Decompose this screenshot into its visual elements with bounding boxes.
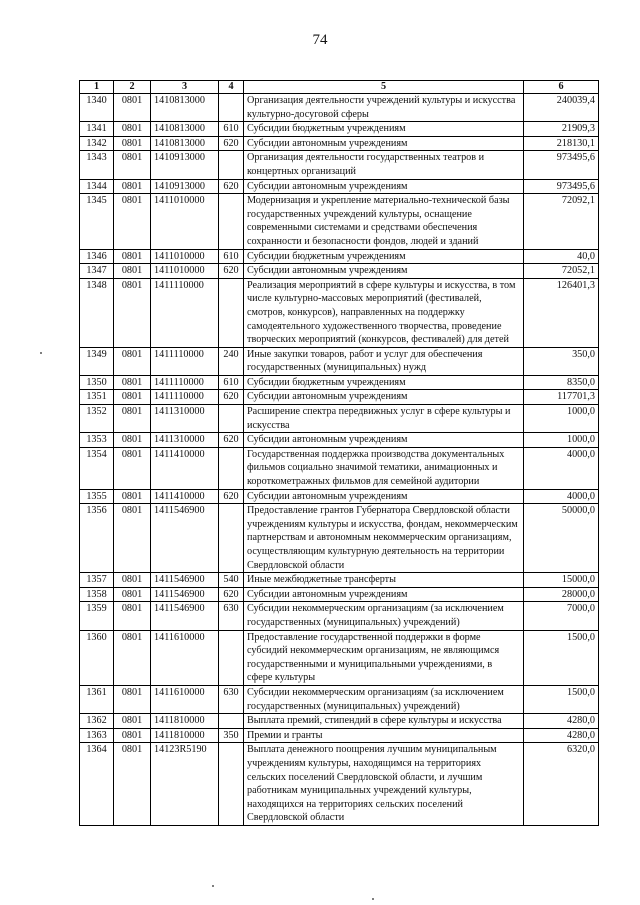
table-row <box>80 587 599 602</box>
amount: 4000,0 <box>524 447 599 489</box>
table-header-row <box>80 81 599 94</box>
expense-type-code: 620 <box>219 390 244 405</box>
target-article-code: 1411546900 <box>151 573 219 588</box>
section-code: 0801 <box>114 375 151 390</box>
section-code: 0801 <box>114 278 151 347</box>
expense-type-code: 620 <box>219 433 244 448</box>
table-row <box>80 179 599 194</box>
expense-type-code: 620 <box>219 179 244 194</box>
amount: 1000,0 <box>524 433 599 448</box>
item-name: Предоставление грантов Губернатора Свердловской области учреждениям культуры и искусства, фондам, некоммерческим партнерствам и автономным некоммерческим организациям, осуществляющим культурную деятельность на территории Свердловской области <box>244 504 524 573</box>
target-article-code: 1411110000 <box>151 278 219 347</box>
section-code: 0801 <box>114 264 151 279</box>
row-number: 1354 <box>80 447 114 489</box>
expense-type-code <box>219 405 244 433</box>
section-code: 0801 <box>114 405 151 433</box>
row-number: 1346 <box>80 249 114 264</box>
expense-type-code <box>219 714 244 729</box>
item-name: Субсидии некоммерческим организациям (за исключением государственных (муниципальных) учреждений) <box>244 685 524 713</box>
header-col-1: 1 <box>80 81 114 94</box>
expense-type-code <box>219 630 244 685</box>
target-article-code: 1411546900 <box>151 587 219 602</box>
amount: 15000,0 <box>524 573 599 588</box>
expense-type-code: 350 <box>219 728 244 743</box>
amount: 973495,6 <box>524 151 599 179</box>
item-name: Субсидии бюджетным учреждениям <box>244 122 524 137</box>
section-code: 0801 <box>114 489 151 504</box>
table-row <box>80 390 599 405</box>
expense-type-code: 620 <box>219 587 244 602</box>
header-col-6: 6 <box>524 81 599 94</box>
table-row <box>80 728 599 743</box>
expense-type-code <box>219 504 244 573</box>
section-code: 0801 <box>114 685 151 713</box>
amount: 6320,0 <box>524 743 599 826</box>
target-article-code: 1411010000 <box>151 264 219 279</box>
section-code: 0801 <box>114 136 151 151</box>
expense-type-code <box>219 94 244 122</box>
target-article-code: 1411110000 <box>151 375 219 390</box>
row-number: 1359 <box>80 602 114 630</box>
row-number: 1343 <box>80 151 114 179</box>
scan-speck <box>372 898 374 900</box>
table-row <box>80 504 599 573</box>
item-name: Выплата премий, стипендий в сфере культуры и искусства <box>244 714 524 729</box>
amount: 4000,0 <box>524 489 599 504</box>
expense-type-code <box>219 278 244 347</box>
section-code: 0801 <box>114 573 151 588</box>
amount: 4280,0 <box>524 714 599 729</box>
item-name: Иные межбюджетные трансферты <box>244 573 524 588</box>
expense-type-code: 620 <box>219 489 244 504</box>
target-article-code: 1410913000 <box>151 179 219 194</box>
row-number: 1363 <box>80 728 114 743</box>
item-name: Модернизация и укрепление материально-технической базы государственных учреждений культуры, оснащение современными системами и средствами обеспечения сохранности и безопасности фондов, людей и зданий <box>244 194 524 249</box>
row-number: 1352 <box>80 405 114 433</box>
expense-type-code <box>219 194 244 249</box>
table-row <box>80 278 599 347</box>
table-row <box>80 685 599 713</box>
item-name: Организация деятельности государственных театров и концертных организаций <box>244 151 524 179</box>
section-code: 0801 <box>114 587 151 602</box>
target-article-code: 14123R5190 <box>151 743 219 826</box>
amount: 50000,0 <box>524 504 599 573</box>
amount: 8350,0 <box>524 375 599 390</box>
amount: 40,0 <box>524 249 599 264</box>
expense-type-code <box>219 743 244 826</box>
target-article-code: 1411546900 <box>151 504 219 573</box>
target-article-code: 1411610000 <box>151 685 219 713</box>
expense-type-code: 610 <box>219 122 244 137</box>
section-code: 0801 <box>114 504 151 573</box>
amount: 7000,0 <box>524 602 599 630</box>
row-number: 1344 <box>80 179 114 194</box>
target-article-code: 1411310000 <box>151 433 219 448</box>
table-row <box>80 194 599 249</box>
row-number: 1340 <box>80 94 114 122</box>
row-number: 1342 <box>80 136 114 151</box>
target-article-code: 1410813000 <box>151 94 219 122</box>
table-row <box>80 630 599 685</box>
row-number: 1353 <box>80 433 114 448</box>
section-code: 0801 <box>114 433 151 448</box>
item-name: Субсидии автономным учреждениям <box>244 136 524 151</box>
item-name: Организация деятельности учреждений культуры и искусства культурно-досуговой сферы <box>244 94 524 122</box>
expense-type-code: 620 <box>219 264 244 279</box>
section-code: 0801 <box>114 602 151 630</box>
item-name: Государственная поддержка производства документальных фильмов социально значимой тематики, анимационных и короткометражных фильмов для семейной аудитории <box>244 447 524 489</box>
target-article-code: 1411610000 <box>151 630 219 685</box>
section-code: 0801 <box>114 390 151 405</box>
row-number: 1355 <box>80 489 114 504</box>
header-col-2: 2 <box>114 81 151 94</box>
section-code: 0801 <box>114 347 151 375</box>
target-article-code: 1410813000 <box>151 122 219 137</box>
row-number: 1341 <box>80 122 114 137</box>
section-code: 0801 <box>114 728 151 743</box>
target-article-code: 1411546900 <box>151 602 219 630</box>
expense-type-code <box>219 447 244 489</box>
item-name: Субсидии автономным учреждениям <box>244 587 524 602</box>
amount: 973495,6 <box>524 179 599 194</box>
row-number: 1362 <box>80 714 114 729</box>
item-name: Субсидии автономным учреждениям <box>244 433 524 448</box>
header-col-3: 3 <box>151 81 219 94</box>
amount: 1000,0 <box>524 405 599 433</box>
target-article-code: 1410813000 <box>151 136 219 151</box>
section-code: 0801 <box>114 94 151 122</box>
row-number: 1360 <box>80 630 114 685</box>
row-number: 1356 <box>80 504 114 573</box>
amount: 1500,0 <box>524 685 599 713</box>
target-article-code: 1411810000 <box>151 714 219 729</box>
amount: 126401,3 <box>524 278 599 347</box>
table-row <box>80 375 599 390</box>
amount: 4280,0 <box>524 728 599 743</box>
expense-type-code <box>219 151 244 179</box>
item-name: Премии и гранты <box>244 728 524 743</box>
table-row <box>80 573 599 588</box>
row-number: 1357 <box>80 573 114 588</box>
scan-speck <box>40 352 42 354</box>
target-article-code: 1411110000 <box>151 347 219 375</box>
row-number: 1349 <box>80 347 114 375</box>
amount: 72092,1 <box>524 194 599 249</box>
table-row <box>80 489 599 504</box>
section-code: 0801 <box>114 743 151 826</box>
target-article-code: 1411410000 <box>151 489 219 504</box>
table-row <box>80 602 599 630</box>
row-number: 1350 <box>80 375 114 390</box>
item-name: Субсидии бюджетным учреждениям <box>244 375 524 390</box>
header-col-4: 4 <box>219 81 244 94</box>
section-code: 0801 <box>114 447 151 489</box>
section-code: 0801 <box>114 151 151 179</box>
expense-type-code: 630 <box>219 602 244 630</box>
amount: 350,0 <box>524 347 599 375</box>
table-row <box>80 249 599 264</box>
amount: 28000,0 <box>524 587 599 602</box>
table-row <box>80 347 599 375</box>
section-code: 0801 <box>114 194 151 249</box>
item-name: Субсидии автономным учреждениям <box>244 179 524 194</box>
item-name: Предоставление государственной поддержки в форме субсидий некоммерческим организациям, не являющимся государственными и муниципальными учреждениями, в сфере культуры <box>244 630 524 685</box>
target-article-code: 1411310000 <box>151 405 219 433</box>
amount: 21909,3 <box>524 122 599 137</box>
table-row <box>80 405 599 433</box>
expense-type-code: 540 <box>219 573 244 588</box>
target-article-code: 1411810000 <box>151 728 219 743</box>
item-name: Субсидии некоммерческим организациям (за исключением государственных (муниципальных) учреждений) <box>244 602 524 630</box>
target-article-code: 1411010000 <box>151 194 219 249</box>
item-name: Расширение спектра передвижных услуг в сфере культуры и искусства <box>244 405 524 433</box>
section-code: 0801 <box>114 714 151 729</box>
table-row <box>80 743 599 826</box>
table-row <box>80 122 599 137</box>
table-row <box>80 94 599 122</box>
item-name: Субсидии автономным учреждениям <box>244 390 524 405</box>
item-name: Реализация мероприятий в сфере культуры и искусства, в том числе культурно-массовых мероприятий (фестивалей, смотров, конкурсов), направленных на поддержку самодеятельного художественного творчества, проведение творческих мероприятий (конкурсов, фестивалей) для детей <box>244 278 524 347</box>
section-code: 0801 <box>114 630 151 685</box>
row-number: 1348 <box>80 278 114 347</box>
row-number: 1351 <box>80 390 114 405</box>
budget-table <box>79 80 599 826</box>
row-number: 1361 <box>80 685 114 713</box>
row-number: 1345 <box>80 194 114 249</box>
table-row <box>80 264 599 279</box>
amount: 72052,1 <box>524 264 599 279</box>
item-name: Субсидии бюджетным учреждениям <box>244 249 524 264</box>
target-article-code: 1411010000 <box>151 249 219 264</box>
header-col-5: 5 <box>244 81 524 94</box>
section-code: 0801 <box>114 249 151 264</box>
amount: 1500,0 <box>524 630 599 685</box>
target-article-code: 1411110000 <box>151 390 219 405</box>
table-row <box>80 151 599 179</box>
expense-type-code: 620 <box>219 136 244 151</box>
row-number: 1364 <box>80 743 114 826</box>
target-article-code: 1410913000 <box>151 151 219 179</box>
table-row <box>80 136 599 151</box>
item-name: Субсидии автономным учреждениям <box>244 489 524 504</box>
page-number: 74 <box>312 32 328 48</box>
expense-type-code: 240 <box>219 347 244 375</box>
item-name: Иные закупки товаров, работ и услуг для обеспечения государственных (муниципальных) нужд <box>244 347 524 375</box>
amount: 218130,1 <box>524 136 599 151</box>
expense-type-code: 610 <box>219 249 244 264</box>
expense-type-code: 630 <box>219 685 244 713</box>
row-number: 1358 <box>80 587 114 602</box>
table-row <box>80 433 599 448</box>
table-row <box>80 714 599 729</box>
section-code: 0801 <box>114 179 151 194</box>
target-article-code: 1411410000 <box>151 447 219 489</box>
item-name: Выплата денежного поощрения лучшим муниципальным учреждениям культуры, находящимся на территориях сельских поселений Свердловской области, и лучшим работникам муниципальных учреждений культуры, находящихся на территориях сельских поселений Свердловской области <box>244 743 524 826</box>
amount: 240039,4 <box>524 94 599 122</box>
section-code: 0801 <box>114 122 151 137</box>
item-name: Субсидии автономным учреждениям <box>244 264 524 279</box>
amount: 117701,3 <box>524 390 599 405</box>
expense-type-code: 610 <box>219 375 244 390</box>
table-row <box>80 447 599 489</box>
row-number: 1347 <box>80 264 114 279</box>
scan-speck <box>212 885 214 887</box>
